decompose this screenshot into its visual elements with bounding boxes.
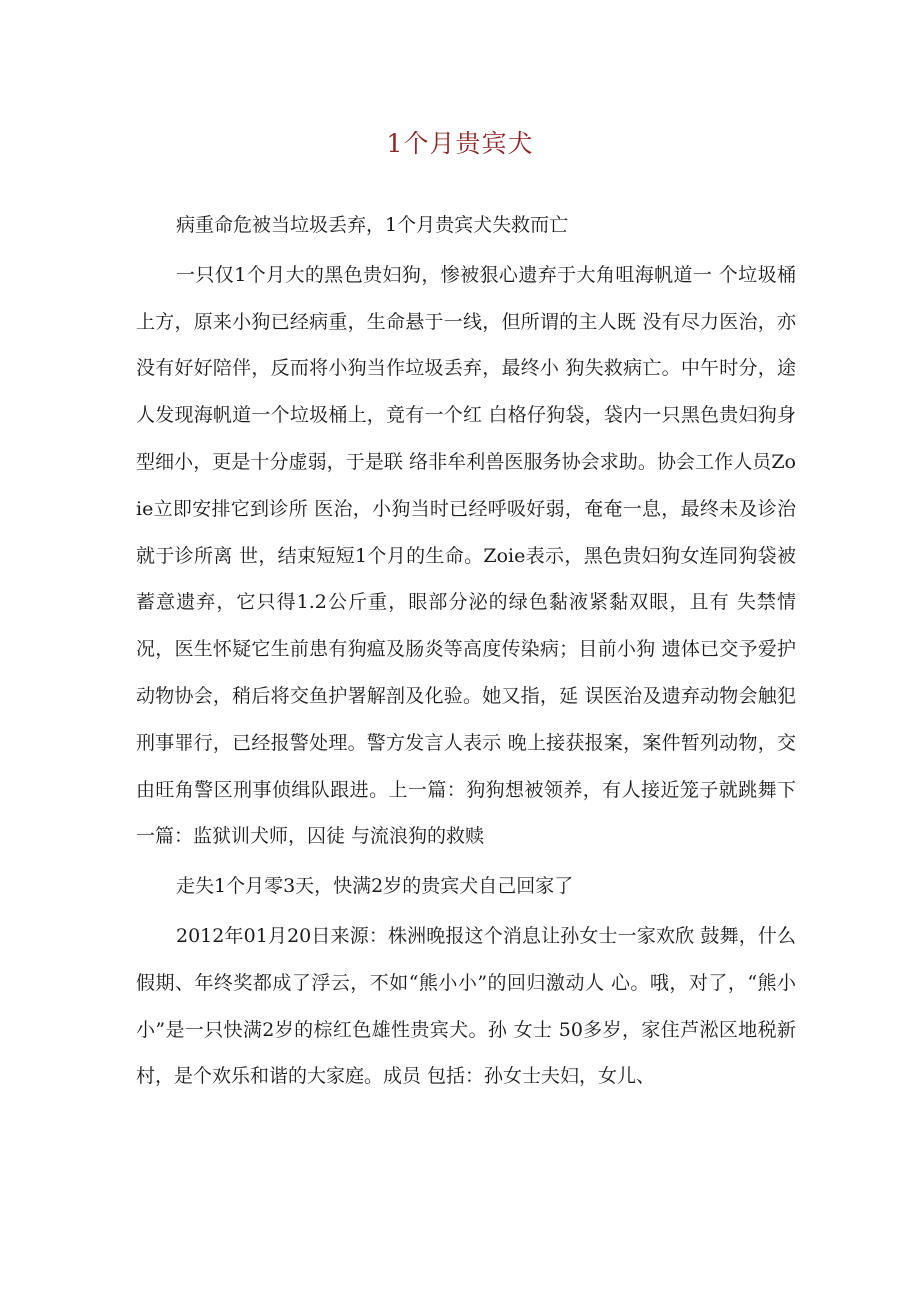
document-title: 1个月贵宾犬	[386, 129, 534, 158]
paragraph-headline-1: 病重命危被当垃圾丢弃，1个月贵宾犬失救而亡	[176, 214, 569, 236]
paragraph-article-2: 2012年01月20日来源：株洲晚报这个消息让孙女士一家欢欣 鼓舞，什么假期、年终奖都成了浮云，不如“熊小小”的回归激动人 心。哦，对了，“熊小小”是一只快满2岁的棕红色雄性贵宾犬。孙 女士 50多岁，家住芦淞区地税新村，是个欢乐和谐的大家庭。成员 包括：孙女士夫妇，女儿、	[136, 924, 796, 1088]
paragraph-headline-2: 走失1个月零3天，快满2岁的贵宾犬自己回家了	[176, 875, 574, 898]
paragraph-article-1: 一只仅1个月大的黑色贵妇狗，惨被狠心遗弃于大角咀海帆道一 个垃圾桶上方，原来小狗已经病重，生命悬于一线，但所谓的主人既 没有尽力医治，亦没有好好陪伴，反而将小狗当作垃圾丢弃，最终小 狗失救病亡。中午时分，途人发现海帆道一个垃圾桶上，竟有一个红 白格仔狗袋，袋内一只黑色贵妇狗身型细小，更是十分虚弱，于是联 络非牟利兽医服务协会求助。协会工作人员Zoie立即安排它到诊所 医治，小狗当时已经呼吸好弱，奄奄一息，最终未及诊治就于诊所离 世，结束短短1个月的生命。Zoie表示，黑色贵妇狗女连同狗袋被 蓄意遗弃，它只得1.2公斤重，眼部分泌的绿色黏液紧黏双眼，且有 失禁情况，医生怀疑它生前患有狗瘟及肠炎等高度传染病；目前小狗 遗体已交予爱护动物协会，稍后将交鱼护署解剖及化验。她又指，延 误医治及遗弃动物会触犯刑事罪行，已经报警处理。警方发言人表示 晚上接获报案，案件暂列动物，交由旺角警区刑事侦缉队跟进。上一篇：狗狗想被领养，有人接近笼子就跳舞下一篇：监狱训犬师，囚徒 与流浪狗的救赎	[136, 263, 796, 848]
document-body	[136, 202, 796, 1103]
